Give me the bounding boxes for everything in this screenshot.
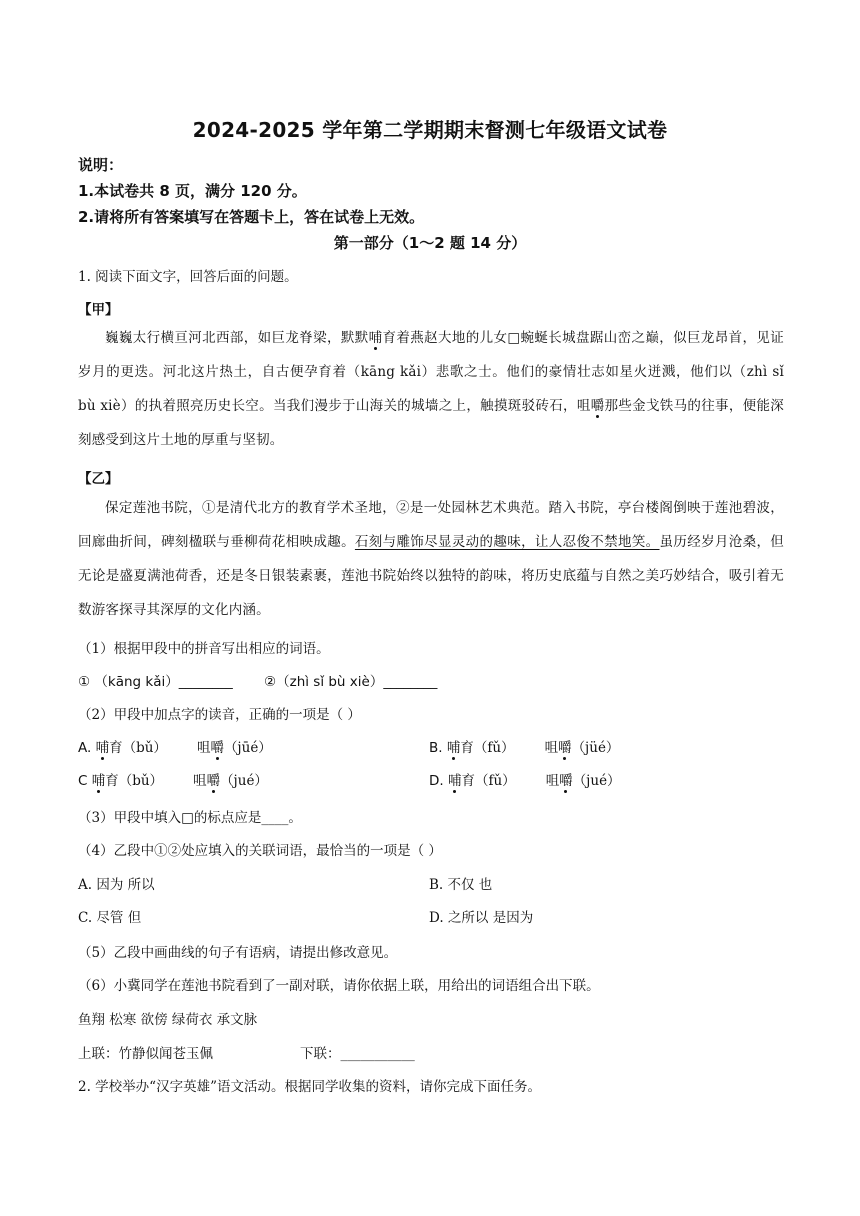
sub-question-1-blank-b: ②（zhì sǐ bù xiè）________ [264, 674, 438, 690]
question-1-stem: 1. 阅读下面文字，回答后面的问题。 [78, 269, 298, 285]
passage-jia [78, 321, 784, 457]
option-a-dotted-2: 嚼 [210, 740, 224, 756]
sub-question-4-option-d: D. 之所以 是因为 [429, 910, 534, 926]
sub-question-4-option-b: B. 不仅 也 [429, 877, 493, 893]
sub-question-4-option-c: C. 尽管 但 [78, 910, 142, 926]
option-c-word-2: （jué） [220, 773, 268, 789]
dotted-char-jue: 嚼 [590, 398, 605, 414]
notes-heading: 说明： [78, 156, 124, 174]
option-a-word-1: 育（bǔ） [109, 740, 167, 756]
exam-title: 2024-2025 学年第二学期期末督测七年级语文试卷 [192, 118, 668, 142]
notes-item-1: 1.本试卷共 8 页，满分 120 分。 [78, 182, 307, 200]
option-b-word-1: 育（fǔ） [460, 740, 515, 756]
underlined-sentence: 石刻与雕饰尽显灵动的趣味，让人忍俊不禁地笑。 [354, 534, 660, 550]
option-b-dotted-2: 嚼 [558, 740, 572, 756]
option-d-char: 咀 [545, 773, 560, 789]
option-a-char: 咀 [196, 740, 211, 756]
sub-question-4: （4）乙段中①②处应填入的关联词语，最恰当的一项是（ ） [78, 843, 442, 859]
option-c-char: 咀 [193, 773, 207, 789]
option-b-word-2: （jüé） [571, 740, 620, 756]
sub-question-4-option-a: A. 因为 所以 [78, 877, 155, 893]
couplet-word-bank: 鱼翔 松寒 欲傍 绿荷衣 承文脉 [78, 1012, 258, 1028]
option-b-dotted-1: 哺 [446, 740, 461, 756]
passage-yi-label: 【乙】 [78, 471, 119, 487]
passage-jia-text-1: 巍巍太行横亘河北西部，如巨龙脊梁，默默 [105, 330, 369, 346]
option-c-word-1: 育（bǔ） [105, 773, 164, 789]
option-c-dotted-1: 哺 [91, 773, 106, 789]
sub-question-2-option-d [429, 769, 621, 789]
passage-jia-label: 【甲】 [78, 302, 119, 318]
option-a-word-2: （jūé） [223, 740, 272, 756]
sub-question-6: （6）小冀同学在莲池书院看到了一副对联，请你依据上联，用给出的词语组合出下联。 [78, 978, 600, 994]
sub-question-1: （1）根据甲段中的拼音写出相应的词语。 [78, 641, 330, 657]
option-c-dotted-2: 嚼 [206, 773, 221, 789]
option-d-letter: D. [429, 773, 448, 789]
option-b-letter: B. [429, 740, 447, 756]
sub-question-2: （2）甲段中加点字的读音，正确的一项是（ ） [78, 707, 361, 723]
sub-question-2-option-b [429, 736, 619, 756]
option-c-letter: C [78, 773, 92, 789]
passage-jia-text-2: 育着燕赵大地的儿女□蜿蜒长城盘踞山峦之巅，似巨龙昂首，见证岁月的更迭。河北这片热土，自古便孕育着（kāng kǎi）悲歌之士。他们的豪情壮志如星火迸溅，他们以（zhì sǐ bù xiè）的执着照亮历史长空。当我们漫步于山海关的城墙之上，触摸斑驳砖石，咀 [78, 330, 784, 414]
notes-item-2: 2.请将所有答案填写在答题卡上，答在试卷上无效。 [78, 208, 425, 226]
option-d-word-2: （jué） [572, 773, 621, 789]
sub-question-1-blank-a: ① （kāng kǎi）________ [78, 674, 233, 690]
sub-question-2-option-a [78, 736, 272, 756]
passage-yi-text-2: 虽历经岁月沧桑，但无论是盛夏满池荷香，还是冬日银装素裹，莲池书院始终以独特的韵味，将历史底蕴与自然之美巧妙结合，吸引着无数游客探寻其深厚的文化内涵。 [78, 534, 784, 618]
option-b-char: 咀 [544, 740, 559, 756]
option-a-dotted-1: 哺 [95, 740, 110, 756]
passage-yi-text-1: 保定莲池书院，①是清代北方的教育学术圣地，②是一处园林艺术典范。踏入书院，亭台楼阁倒映于莲池碧波，回廊曲折间，碑刻楹联与垂柳荷花相映成趣。 [78, 500, 784, 550]
couplet-lower-line: 下联：___________ [300, 1046, 415, 1062]
passage-yi [78, 491, 784, 627]
option-d-dotted-1: 哺 [447, 773, 462, 789]
option-d-dotted-2: 嚼 [559, 773, 573, 789]
option-a-letter: A. [78, 740, 96, 756]
sub-question-3: （3）甲段中填入□的标点应是____。 [78, 810, 302, 826]
question-2-stem: 2. 学校举办“汉字英雄”语文活动。根据同学收集的资料，请你完成下面任务。 [78, 1079, 541, 1095]
sub-question-2-option-c [78, 769, 268, 789]
option-d-word-1: 育（fǔ） [461, 773, 516, 789]
couplet-upper-line: 上联：竹静似闻苍玉佩 [78, 1046, 213, 1062]
part-one-heading: 第一部分（1～2 题 14 分） [333, 234, 527, 252]
passage-jia-text-3: 那些金戈铁马的往事，便能深刻感受到这片土地的厚重与坚韧。 [78, 398, 784, 448]
dotted-char-bu: 哺 [368, 330, 383, 346]
sub-question-5: （5）乙段中画曲线的句子有语病，请提出修改意见。 [78, 945, 398, 961]
